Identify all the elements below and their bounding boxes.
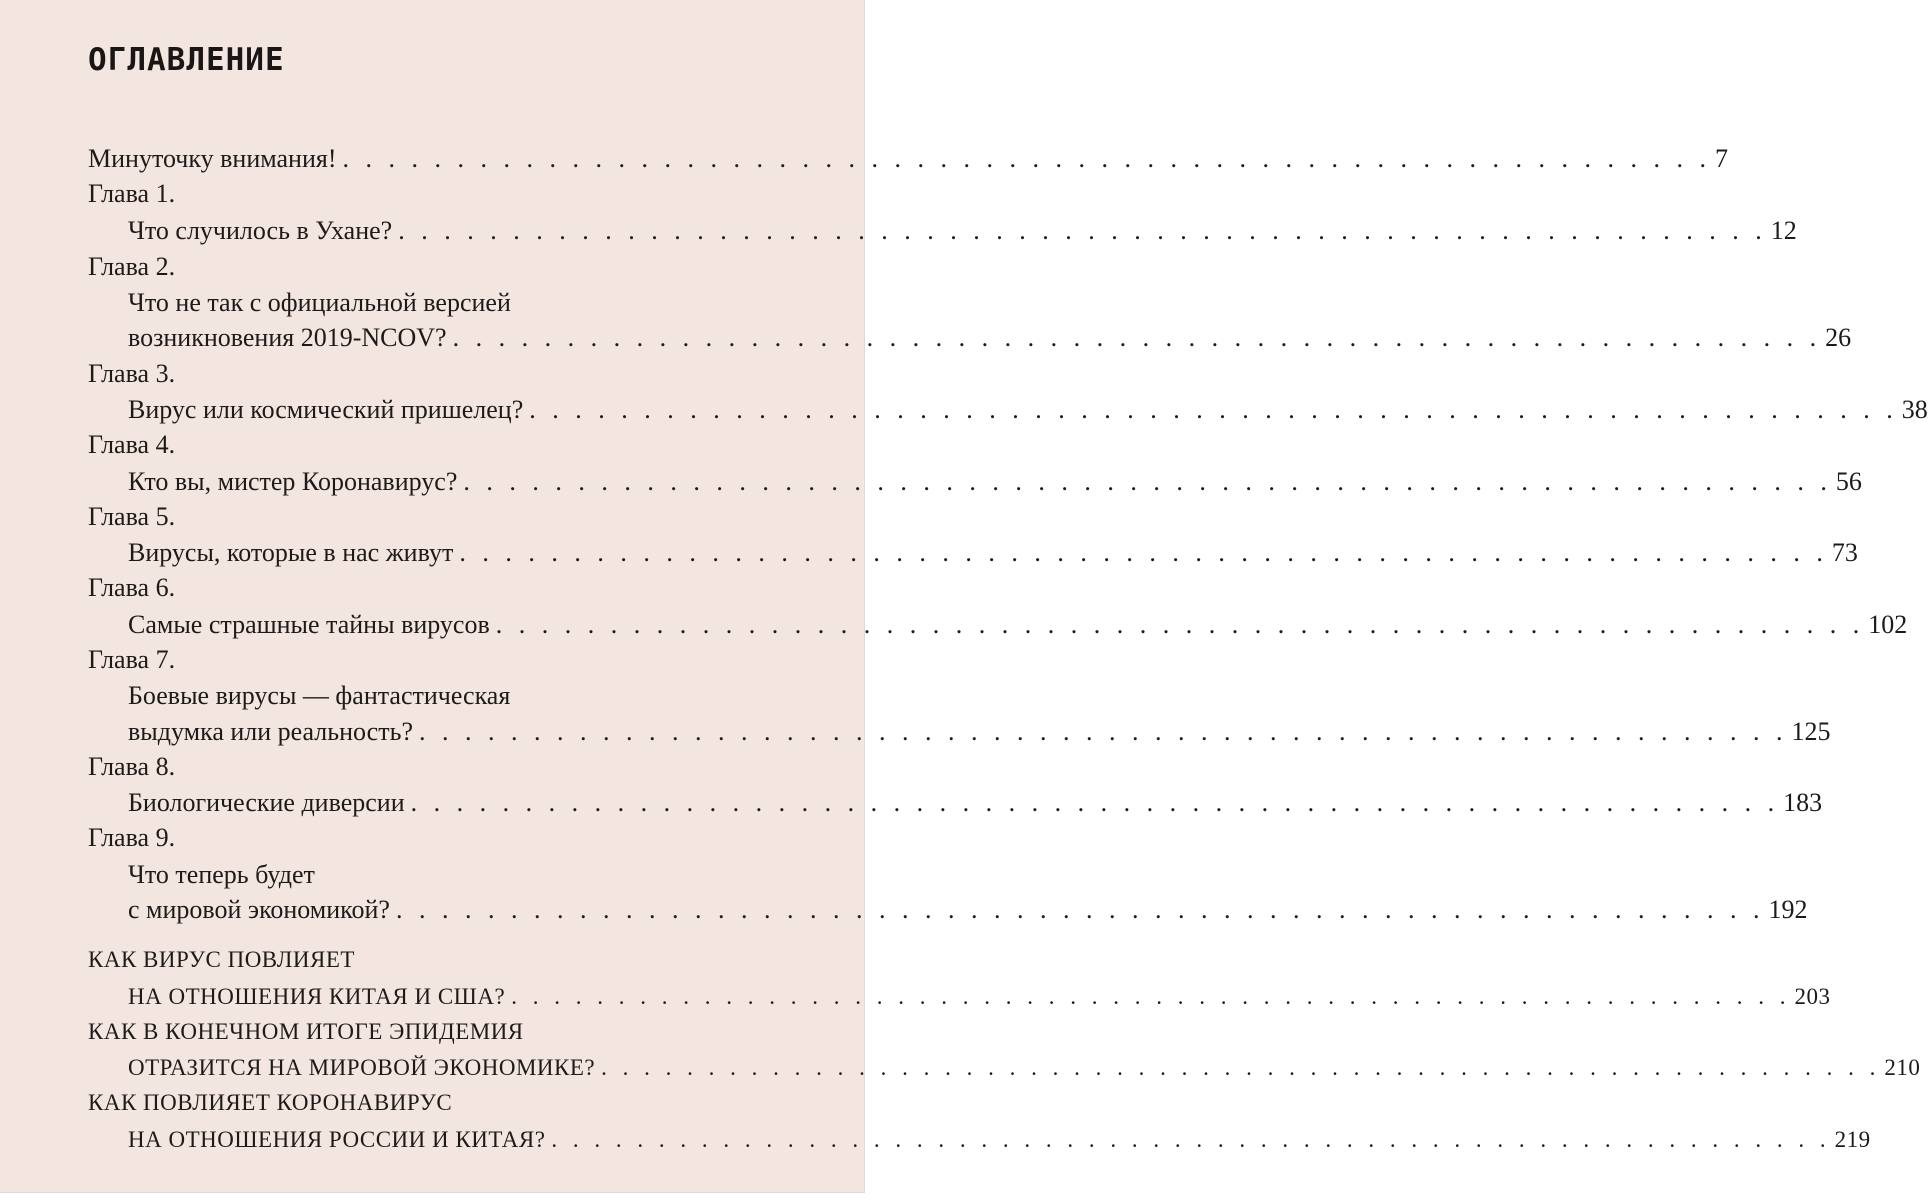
toc-entry-text: Боевые вирусы — фантастическая: [128, 681, 511, 710]
toc-entry-text: НА ОТНОШЕНИЯ КИТАЯ И США?: [128, 984, 506, 1009]
toc-entry-text: Глава 4.: [88, 430, 176, 459]
toc-page-number: 192: [1768, 895, 1808, 924]
toc-entry: [128, 712, 1831, 752]
toc-entry: [128, 1048, 1921, 1088]
toc-entry-line: [128, 283, 730, 323]
toc-entry: [128, 1120, 1871, 1160]
toc-entry-text: КАК ВИРУС ПОВЛИЯЕТ: [88, 947, 355, 972]
toc-page-number: 102: [1868, 610, 1908, 639]
toc-entry-text: Глава 3.: [88, 359, 176, 388]
toc-chapter-heading: [88, 818, 730, 858]
toc-leader-dots: . . . . . . . . . . . . . . . . . . . . . . . . . . . . . . . . . . . . . . . . . . . . . . . . . . . . . . . . . . . .: [459, 538, 1828, 567]
toc-section-heading: [88, 1012, 730, 1052]
toc-page-number: 203: [1794, 984, 1831, 1009]
toc-page-number: 183: [1783, 788, 1823, 817]
toc-chapter-heading: [88, 247, 730, 287]
toc-leader-dots: . . . . . . . . . . . . . . . . . . . . . . . . . . . . . . . . . . . . . . . . . . . . . . . . . . . . . . . . . . . .: [495, 610, 1865, 639]
toc-entry-text: Что не так с официальной версией: [128, 288, 511, 317]
toc-chapter-heading: [88, 497, 730, 537]
toc-entry: [128, 783, 1823, 823]
toc-leader-dots: . . . . . . . . . . . . . . . . . . . . . . . . . . . . . . . . . . . . . . . . . . . . . . . . . . . . . . . . . . . .: [551, 1127, 1831, 1152]
toc-leader-dots: . . . . . . . . . . . . . . . . . . . . . . . . . . . . . . . . . . . . . . . . . . . . . . . . . . . . . . . . . . . .: [398, 216, 1767, 245]
toc-leader-dots: . . . . . . . . . . . . . . . . . . . . . . . . . . . . . . . . . . . . . . . . . . . . . . . . . . . . . . . . . . . .: [418, 717, 1788, 746]
toc-entry-text: Глава 9.: [88, 823, 176, 852]
toc-entry-text: Самые страшные тайны вирусов: [128, 610, 490, 639]
toc-chapter-heading: [88, 425, 730, 465]
toc-page-number: 12: [1770, 216, 1797, 245]
toc-entry-text: Глава 7.: [88, 645, 176, 674]
toc-entry: [128, 462, 1862, 502]
toc-chapter-heading: [88, 640, 730, 680]
toc-entry-line: [128, 855, 730, 895]
toc-page-number: 219: [1834, 1127, 1871, 1152]
toc-page-number: 38: [1901, 395, 1928, 424]
toc-leader-dots: . . . . . . . . . . . . . . . . . . . . . . . . . . . . . . . . . . . . . . . . . . . . . . . . . . . . . . . . . . . .: [601, 1055, 1881, 1080]
toc-leader-dots: . . . . . . . . . . . . . . . . . . . . . . . . . . . . . . . . . . . . . . . . . . . . . . . . . . . . . . . . . . . .: [463, 467, 1832, 496]
toc-entry: [128, 890, 1808, 930]
toc-entry-text: выдумка или реальность?: [128, 717, 413, 746]
toc-entry-line: [128, 676, 730, 716]
toc-chapter-heading: [88, 174, 730, 214]
toc-entry-text: Глава 2.: [88, 252, 176, 281]
toc-leader-dots: . . . . . . . . . . . . . . . . . . . . . . . . . . . . . . . . . . . . . . . . . . . . . . . . . . . . . . . . . . . .: [511, 984, 1791, 1009]
page-title: ОГЛАВЛЕНИЕ: [88, 42, 285, 78]
toc-entry: [88, 139, 1728, 179]
toc-entry-text: Что случилось в Ухане?: [128, 216, 393, 245]
toc-entry-text: Минуточку внимания!: [88, 144, 337, 173]
toc-leader-dots: . . . . . . . . . . . . . . . . . . . . . . . . . . . . . . . . . . . . . . . . . . . . . . . . . . . . . . . . . . . .: [529, 395, 1898, 424]
toc-leader-dots: . . . . . . . . . . . . . . . . . . . . . . . . . . . . . . . . . . . . . . . . . . . . . . . . . . . . . . . . . . . .: [410, 788, 1780, 817]
toc-entry-text: Вирус или космический пришелец?: [128, 395, 524, 424]
toc-entry-text: Глава 5.: [88, 502, 176, 531]
toc-entry-text: Что теперь будет: [128, 860, 315, 889]
toc-section-heading: [88, 1083, 730, 1123]
toc-page-number: 125: [1791, 717, 1831, 746]
toc-entry: [128, 977, 1831, 1017]
toc-entry-text: Глава 6.: [88, 573, 176, 602]
toc-leader-dots: . . . . . . . . . . . . . . . . . . . . . . . . . . . . . . . . . . . . . . . . . . . . . . . . . . . . . . . . . . . .: [342, 144, 1711, 173]
toc-leader-dots: . . . . . . . . . . . . . . . . . . . . . . . . . . . . . . . . . . . . . . . . . . . . . . . . . . . . . . . . . . . .: [395, 895, 1765, 924]
toc-entry-text: ОТРАЗИТСЯ НА МИРОВОЙ ЭКОНОМИКЕ?: [128, 1055, 596, 1080]
toc-section-heading: [88, 940, 730, 980]
toc-entry-text: Вирусы, которые в нас живут: [128, 538, 454, 567]
toc-page-number: 73: [1831, 538, 1858, 567]
toc-page-number: 210: [1884, 1055, 1921, 1080]
toc-entry-text: с мировой экономикой?: [128, 895, 390, 924]
toc-chapter-heading: [88, 354, 730, 394]
toc-leader-dots: . . . . . . . . . . . . . . . . . . . . . . . . . . . . . . . . . . . . . . . . . . . . . . . . . . . . . . . . . . . .: [452, 323, 1822, 352]
toc-entry-text: КАК В КОНЕЧНОМ ИТОГЕ ЭПИДЕМИЯ: [88, 1019, 524, 1044]
toc-entry: [128, 390, 1928, 430]
toc-entry-text: Биологические диверсии: [128, 788, 405, 817]
toc-entry-text: возникновения 2019-NCOV?: [128, 323, 447, 352]
toc-entry-text: Глава 1.: [88, 179, 176, 208]
toc-page-number: 26: [1825, 323, 1852, 352]
toc-entry-text: Глава 8.: [88, 752, 176, 781]
toc-page-number: 7: [1715, 144, 1728, 173]
toc-entry-text: КАК ПОВЛИЯЕТ КОРОНАВИРУС: [88, 1090, 453, 1115]
toc-entry-text: НА ОТНОШЕНИЯ РОССИИ И КИТАЯ?: [128, 1127, 546, 1152]
toc-entry-text: Кто вы, мистер Коронавирус?: [128, 467, 458, 496]
toc-entry: [128, 211, 1797, 251]
toc-page-number: 56: [1835, 467, 1862, 496]
toc-entry: [128, 533, 1858, 573]
toc-entry: [128, 318, 1852, 358]
toc-entry: [128, 605, 1908, 645]
toc-chapter-heading: [88, 747, 730, 787]
toc-chapter-heading: [88, 568, 730, 608]
